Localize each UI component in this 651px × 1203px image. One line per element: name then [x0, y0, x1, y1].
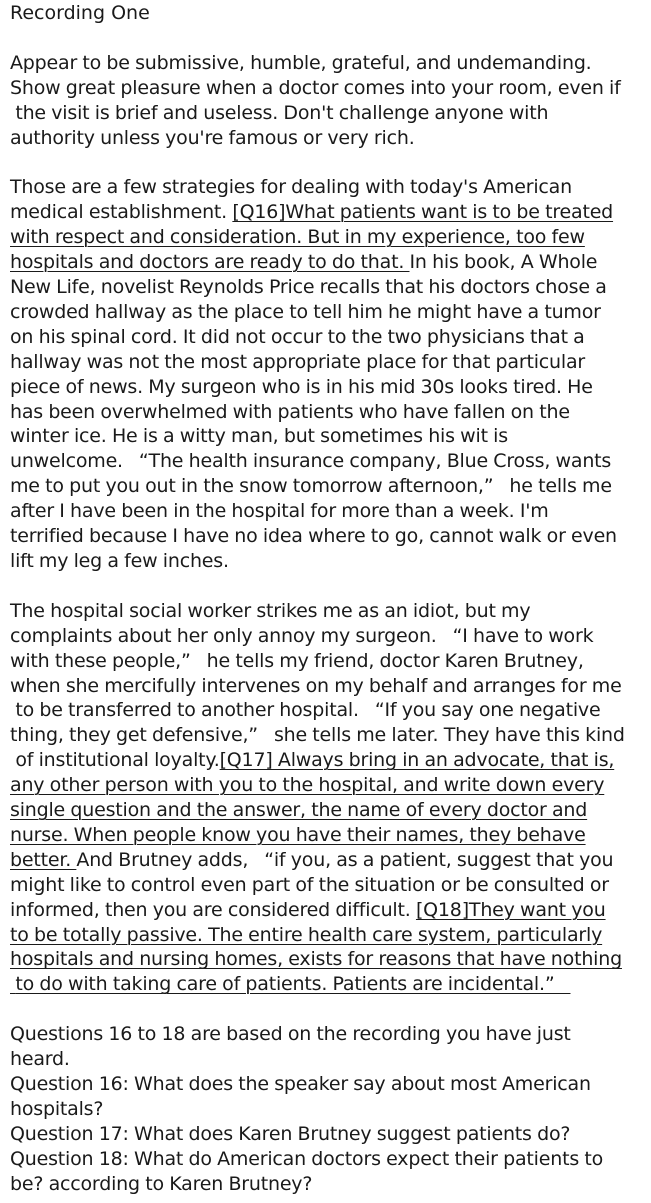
paragraph-spacer: [10, 997, 651, 1022]
questions-intro: Questions 16 to 18 are based on the recording you have just heard.: [10, 1023, 571, 1071]
paragraph-text: Those are a few strategies for dealing with today's American medical establishment.: [10, 176, 572, 224]
answer-q16-underlined: [Q16]What patients want is to be treated with respect and consideration. But in my experience, too few hospitals and doctors are ready to do that.: [10, 201, 614, 274]
paragraph-text: And Brutney adds, “if you, as a patient, suggest that you might like to control even part of the situation or be consulted or informed, then you are considered difficult.: [10, 848, 614, 921]
answer-q18-underlined: [Q18]They want you to be totally passive. The entire health care system, particularly hospitals and nursing homes, exists for reasons that have nothing to do with taking care of patients. Patients are incidental.”: [10, 898, 622, 996]
question-18: Question 18: What do American doctors expect their patients to be? according to Karen Brutney?: [10, 1147, 604, 1195]
paragraph-spacer: [10, 574, 651, 599]
question-16: Question 16: What does the speaker say about most American hospitals?: [10, 1073, 591, 1120]
paragraph-intro: Appear to be submissive, humble, grateful, and undemanding. Show great pleasure when a doctor comes into your room, even if the visit is brief and useless. Don't challenge anyone with authority unless you're famous or very rich.: [10, 51, 621, 149]
paragraph-spacer: [10, 151, 651, 176]
paragraph-social-worker: [10, 599, 651, 998]
paragraph-text: The hospital social worker strikes me as an idiot, but my complaints about her only annoy my surgeon. “I have to work with these people,” he tells my friend, doctor Karen Brutney, when she mercifully intervenes on my behalf and arranges for me to be transferred to another hospital. “If you say one negative thing, they get defensive,” she tells me later. They have this kind of institutional loyalty.: [10, 599, 625, 772]
document-title: Recording One: [10, 2, 150, 24]
paragraph-hospitals: [10, 175, 651, 574]
question-17: Question 17: What does Karen Brutney suggest patients do?: [10, 1122, 571, 1145]
answer-q17-underlined: [Q17] Always bring in an advocate, that is, any other person with you to the hospital, and write down every single question and the answer, the name of every doctor and nurse. When people know you have their names, they behave better.: [10, 749, 615, 871]
paragraph-text: In his book, A Whole New Life, novelist Reynolds Price recalls that his doctors chose a crowded hallway as the place to tell him he might have a tumor on his spinal cord. It did not occur to the two physicians that a hallway was not the most appropriate place for that particular piece of news. My surgeon who is in his mid 30s looks tired. He has been overwhelmed with patients who have fallen on the winter ice. He is a witty man, but sometimes his wit is unwelcome. “The health insurance company, Blue Cross, wants me to put you out in the snow tomorrow afternoon,” he tells me after I have been in the hospital for more than a week. I'm terrified because I have no idea where to go, cannot walk or even lift my leg a few inches.: [10, 251, 617, 572]
paragraph-spacer: [10, 26, 651, 51]
